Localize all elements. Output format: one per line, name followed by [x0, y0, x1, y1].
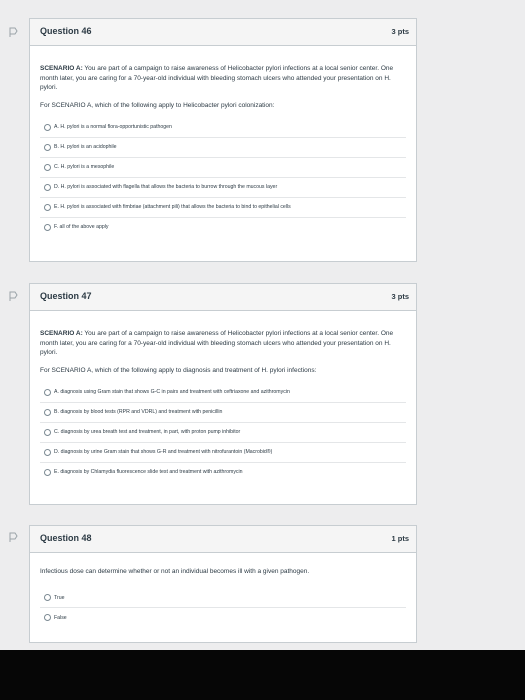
answer-label: E. diagnosis by Chlamydia fluorescence slide test and treatment with azithromycin [54, 469, 243, 475]
answer-option[interactable] [40, 588, 406, 607]
answer-label: True [54, 594, 65, 601]
question-prompt: For SCENARIO A, which of the following apply to Helicobacter pylori colonization: [40, 101, 275, 109]
flag-icon[interactable] [9, 27, 18, 37]
scenario-text: You are part of a campaign to raise awareness of Helicobacter pylori infections at a local senior center. One month later, you are caring for a 70-year-old individual with bleeding stomach ulcers who attended your presentation on H. pylori. [40, 330, 394, 356]
radio-button[interactable] [44, 124, 51, 131]
answer-option[interactable] [40, 197, 406, 217]
radio-button[interactable] [44, 204, 51, 211]
radio-button[interactable] [44, 164, 51, 171]
question-prompt: For SCENARIO A, which of the following apply to diagnosis and treatment of H. pylori infections: [40, 366, 317, 374]
answer-option[interactable] [40, 442, 406, 462]
radio-button[interactable] [44, 184, 51, 191]
answer-label: D. diagnosis by urine Gram stain that shows G-R and treatment with nitrofurantoin (Macrobid®) [54, 449, 273, 455]
question-points: 3 pts [391, 27, 409, 36]
answer-option[interactable] [40, 607, 406, 627]
question-points: 3 pts [391, 292, 409, 301]
scenario-label: SCENARIO A: [40, 330, 83, 337]
question-text [40, 329, 406, 358]
question-header [30, 19, 416, 46]
answer-option[interactable] [40, 217, 406, 237]
answer-option[interactable] [40, 383, 406, 402]
flag-icon[interactable] [9, 532, 18, 542]
question-47 [29, 283, 417, 505]
answer-list [40, 118, 406, 237]
radio-button[interactable] [44, 389, 51, 396]
answer-option[interactable] [40, 137, 406, 157]
answer-option[interactable] [40, 157, 406, 177]
radio-button[interactable] [44, 409, 51, 416]
question-header [30, 284, 416, 311]
radio-button[interactable] [44, 429, 51, 436]
flag-icon[interactable] [9, 291, 18, 301]
answer-label: A. H. pylori is a normal flora-opportunistic pathogen [54, 124, 172, 130]
answer-label: False [54, 614, 67, 621]
radio-button[interactable] [44, 594, 51, 601]
scenario-label: SCENARIO A: [40, 65, 83, 72]
radio-button[interactable] [44, 469, 51, 476]
answer-label: C. H. pylori is a mesophile [54, 164, 115, 170]
answer-option[interactable] [40, 402, 406, 422]
question-title: Question 47 [40, 291, 92, 301]
answer-label: C. diagnosis by urea breath test and treatment, in part, with proton pump inhibitor [54, 429, 241, 435]
answer-label: A. diagnosis using Gram stain that shows G-C in pairs and treatment with ceftriaxone and azithromycin [54, 389, 290, 395]
answer-label: B. diagnosis by blood tests (RPR and VDRL) and treatment with penicillin [54, 409, 223, 415]
answer-option[interactable] [40, 118, 406, 137]
answer-label: E. H. pylori is associated with fimbriae (attachment pili) that allows the bacteria to bind to epithelial cells [54, 204, 291, 210]
radio-button[interactable] [44, 449, 51, 456]
question-text [40, 64, 406, 93]
answer-option[interactable] [40, 422, 406, 442]
scenario-text: You are part of a campaign to raise awareness of Helicobacter pylori infections at a local senior center. One month later, you are caring for a 70-year-old individual with bleeding stomach ulcers who attended your presentation on H. pylori. [40, 65, 394, 91]
question-48 [29, 525, 417, 643]
answer-list [40, 383, 406, 482]
answer-list [40, 588, 406, 627]
radio-button[interactable] [44, 614, 51, 621]
question-title: Question 46 [40, 26, 92, 36]
question-points: 1 pts [391, 534, 409, 543]
answer-label: B. H. pylori is an acidophile [54, 144, 117, 150]
question-header [30, 526, 416, 553]
question-prompt: Infectious dose can determine whether or not an individual becomes ill with a given pathogen. [40, 568, 310, 575]
answer-option[interactable] [40, 462, 406, 482]
radio-button[interactable] [44, 144, 51, 151]
answer-label: F. all of the above apply [54, 224, 109, 230]
question-title: Question 48 [40, 533, 92, 543]
question-46 [29, 18, 417, 262]
bottom-black-bar [0, 650, 525, 700]
answer-label: D. H. pylori is associated with flagella that allows the bacteria to burrow through the mucous layer [54, 184, 278, 190]
radio-button[interactable] [44, 224, 51, 231]
answer-option[interactable] [40, 177, 406, 197]
